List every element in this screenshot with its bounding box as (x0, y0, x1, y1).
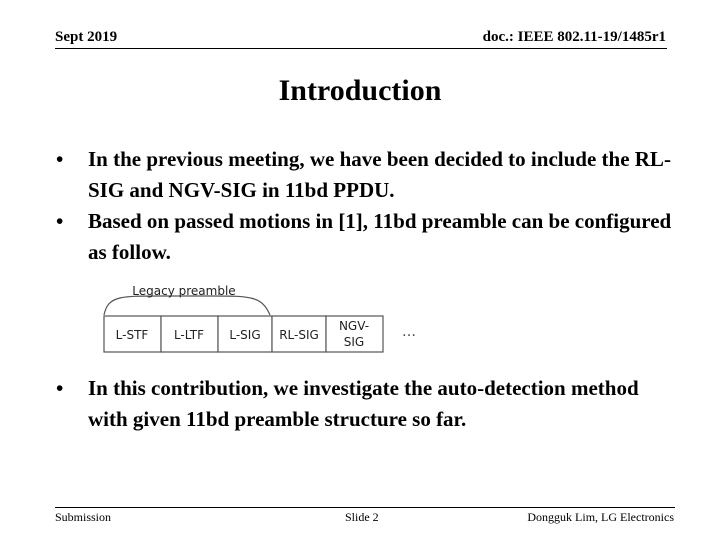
bullet-marker: • (56, 147, 64, 171)
bullet-marker: • (56, 376, 64, 400)
footer-submission: Submission (55, 510, 112, 524)
footer-divider (55, 507, 675, 508)
field-lstf: L-STF (115, 328, 149, 342)
header-doc-number: doc.: IEEE 802.11-19/1485r1 (482, 29, 666, 45)
legacy-preamble-label: Legacy preamble (132, 284, 236, 298)
field-ngvsig-line2: SIG (343, 335, 365, 349)
bullet-marker: • (56, 209, 64, 233)
legacy-brace (104, 296, 270, 315)
bullet-item (56, 206, 676, 268)
field-lsig: L-SIG (229, 328, 261, 342)
slide-title: Introduction (278, 74, 442, 107)
continuation-ellipsis: … (402, 324, 416, 340)
field-ngvsig-line1: NGV- (338, 319, 370, 333)
footer-author: Dongguk Lim, LG Electronics (527, 510, 674, 524)
header-divider (55, 48, 667, 49)
bullet-list-bottom (56, 373, 676, 435)
preamble-diagram-svg (100, 282, 430, 356)
footer-slide-number: Slide 2 (345, 510, 379, 524)
bullet-text: Based on passed motions in [1], 11bd preamble can be configured as follow. (88, 209, 672, 264)
bullet-list-top (56, 144, 676, 268)
bullet-text: In the previous meeting, we have been decided to include the RL-SIG and NGV-SIG in 11bd PPDU. (88, 147, 671, 202)
field-rlsig: RL-SIG (279, 328, 319, 342)
bullet-text: In this contribution, we investigate the auto-detection method with given 11bd preamble structure so far. (88, 376, 639, 431)
bullet-item (56, 373, 676, 435)
bullet-item (56, 144, 676, 206)
header-date: Sept 2019 (55, 29, 118, 45)
preamble-diagram (100, 282, 430, 356)
field-lltf: L-LTF (173, 328, 205, 342)
